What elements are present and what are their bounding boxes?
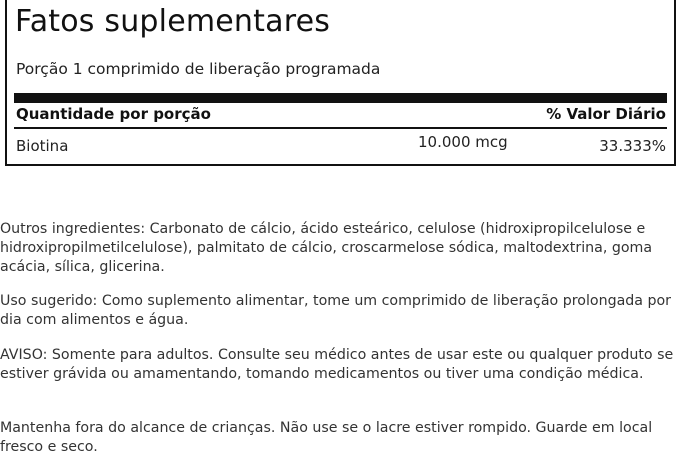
usage-paragraph: Uso sugerido: Como suplemento alimentar, tome um comprimido de liberação prolongada por dia com alimentos e água. (0, 293, 671, 328)
nutrient-amount: 10.000 mcg (418, 133, 508, 151)
ingredients-paragraph: Outros ingredientes: Carbonato de cálcio, ácido esteárico, celulose (hidroxipropilcelulose e hidroxipropilmetilcelulose), palmitato de cálcio, croscarmelose sódica, maltodextrina, goma acácia, sílica, glicerina. (0, 221, 653, 275)
warning-paragraph: AVISO: Somente para adultos. Consulte seu médico antes de usar este ou qualquer produto se estiver grávida ou amamentando, tomando medicamentos ou tiver uma condição médica. (0, 347, 674, 382)
serving-size: Porção 1 comprimido de liberação programada (16, 60, 381, 78)
nutrient-name: Biotina (16, 137, 69, 155)
thick-divider (14, 93, 667, 103)
supplement-facts-panel (5, 0, 676, 166)
nutrient-row (16, 135, 666, 157)
amount-per-serving-header: Quantidade por porção (16, 105, 211, 123)
daily-value-header: % Valor Diário (546, 105, 666, 123)
facts-header-row (16, 105, 666, 127)
storage-paragraph: Mantenha fora do alcance de crianças. Não use se o lacre estiver rompido. Guarde em local fresco e seco. (0, 420, 653, 455)
facts-title: Fatos suplementares (15, 4, 331, 39)
thin-divider (14, 127, 667, 129)
nutrient-daily-value: 33.333% (599, 137, 666, 155)
